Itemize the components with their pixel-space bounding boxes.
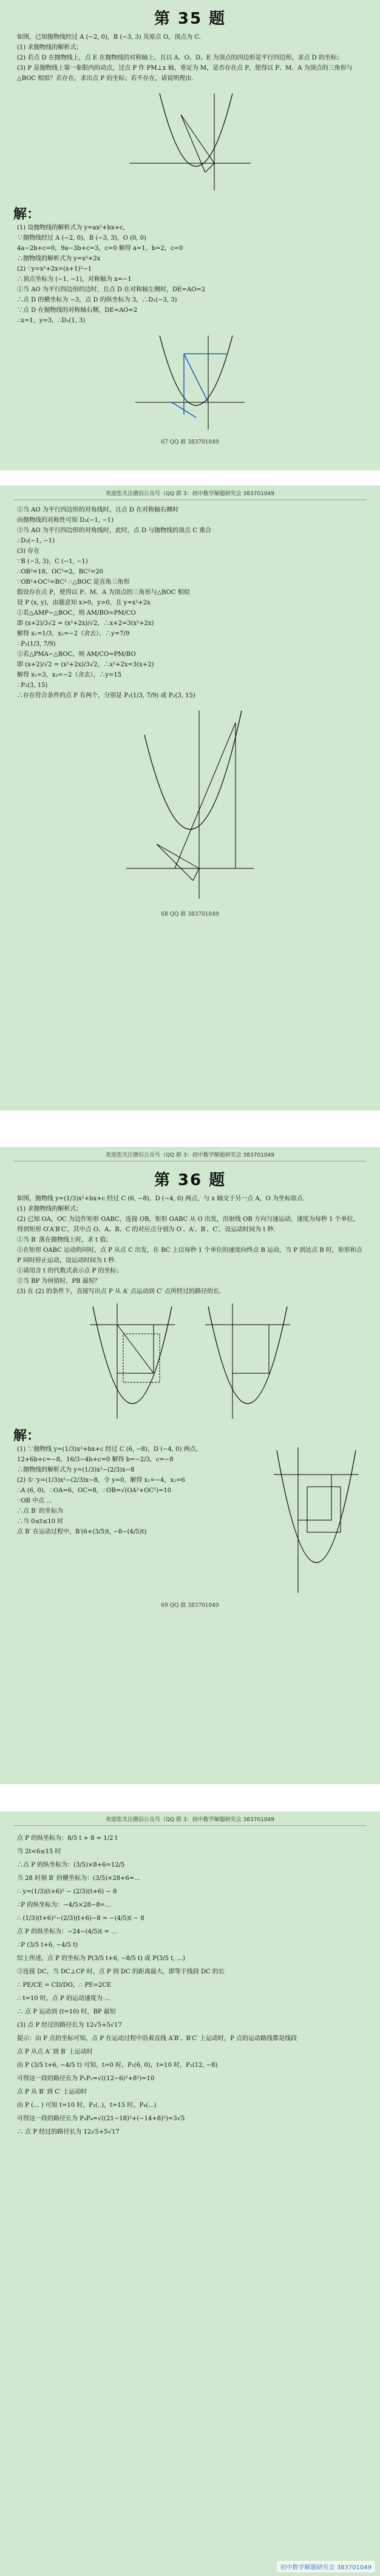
problem-line: (2) 若点 D 在抛物线上，点 E 在抛物线的对称轴上，且以 A、O、D、E 为顶点的四边形是平行四边形，求点 D 的坐标； [17, 55, 343, 61]
solution-line: 解得 x₁=3，x₂=−2（舍去），∴y=15 [17, 672, 122, 678]
solution-line: ∴抛物线的解析式为 y=(1/3)x²−(2/3)x−8 [17, 1467, 135, 1473]
solution-line: ∴点 P 的纵坐标为：(3/5)×8+6=12/5 [17, 1862, 125, 1868]
solution-line: ∴抛物线的解析式为 y=x²+2x [17, 255, 101, 262]
page-header: 欢迎您关注微信公众号（QQ 群 3：初中数学解题研究会 383701049 [13, 1811, 367, 1826]
solution-line: 设 P (x, y)，由题意知 x>0，y>0，且 y=x²+2x [17, 600, 151, 606]
solution-line: ②若△PMA∽△BOC，则 AM/CO=PM/BO [17, 651, 136, 658]
solution-line: (2) ∵y=x²+2x=(x+1)²−1 [17, 266, 92, 272]
solution-line: ∵B (−3, 3)，C (−1, −1) [17, 558, 88, 565]
solution-line: ∵OB 中点 ... [17, 1498, 52, 1504]
solution-line: 点 P 的纵坐标为：−24−(4/5)t = ... [17, 1929, 117, 1935]
solution-line: ∴D₃(−1, −1) [17, 538, 55, 544]
solution-line: 点 P 的纵坐标为：8/5 t + 8 = 1/2 t [17, 1835, 118, 1842]
solution-line: ∴ 点 P 运动到 (t=10) 时，BP 最短 [17, 2009, 116, 2015]
figure-rectangle-motion-2 [199, 1300, 296, 1422]
solution-line: 点 P 从 B′ 到 C′ 上运动时 [17, 2089, 87, 2095]
problem-line: 如图，已知抛物线经过 A (−2, 0)，B (−3, 3) 及原点 O，顶点为 C. [17, 34, 201, 41]
solution-line: ③当 AO 为平行四边形的对角线时，此时，点 D 与抛物线的顶点 C 重合 [17, 527, 212, 534]
solution-mark: 解： [13, 1428, 41, 1444]
problem-line: (2) 已知 OA，OC 为边作矩形 OABC，连接 OB，矩形 OABC 从 O 出发，沿射线 OB 方向匀速运动，速度为每秒 1 个单位，得到矩形 O′A′B′C′，其中点 O、A、B、C 的对应点分别为 O′、A′、B′、C′，设运动时间为 t 秒. [17, 1216, 359, 1233]
figure-parallelogram [129, 330, 251, 433]
solution-line: 可得这一段的路径长为 P₃P₄=√((21−18)²+(−14+8)²)=3√5 [17, 2115, 185, 2122]
problem-line: ②在矩形 OABC 运动的同时，点 P 从点 C 出发，在 BC 上以每秒 1 个单位的速度向终点 B 运动，当 P 到达点 B 时，矩形和点 P 同时停止运动，设运动时间为 t 秒. [17, 1247, 362, 1264]
solution-line: 即 (x+2)/√2 = (x²+2x)/3√2，∴x²+2x=3(x+2) [17, 661, 154, 668]
solution-line: ∴当 0≤t≤10 时 [17, 1518, 64, 1525]
page-4 [0, 1811, 380, 2576]
solution-line: 可得这一段的路径长为 P₁P₂=√((12−6)²+8²)=10 [17, 2075, 155, 2082]
solution-line: ①若△AMP∽△BOC，则 AM/BO=PM/CO [17, 610, 136, 617]
problem-line: ②当 BP 为何值时，PB 最短？ [17, 1278, 101, 1285]
solution-line: ∴x=1，y=3，∴D₂(1, 3) [17, 317, 86, 324]
figure-parabola-35 [123, 87, 257, 197]
solution-line: 由 P (3/5 t+6, −4/5 t) 可知，t=0 时，P₁(6, 0)，t=10 时，P₂(12, −8) [17, 2062, 218, 2069]
solution-line: 由抛物线的对称性可知 D₃(−1, −1) [17, 517, 114, 524]
solution-line: (3) 点 P 经过的路径长为 12√5+5√17 [17, 2022, 122, 2029]
solution-line: ∴ 点 P 经过的路径长为 12√5+5√17 [17, 2129, 120, 2135]
page-number-qq: 68 QQ 群 383701049 [161, 911, 219, 918]
solution-line: ∴存在符合条件的点 P 有两个，分别是 P₁(1/3, 7/9) 或 P₂(3, 15) [17, 692, 195, 699]
solution-line: ∵抛物线经过 A (−2, 0)，B (−3, 3)，O (0, 0) [17, 235, 146, 242]
solution-line: 当 2t<6≤15 时 [17, 1848, 61, 1855]
solution-line: ∴ PE/CE = CD/DO，∴ PE=2CE [17, 1982, 112, 1989]
solution-line: (3) 存在 [17, 548, 40, 555]
solution-line: 当 28 时刻 B′ 的横坐标为：(3/5)×28+6=... [17, 1875, 140, 1882]
figure-solution-36 [271, 1444, 362, 1596]
solution-text [17, 505, 363, 701]
page-1 [0, 0, 380, 470]
solution-line: ①当 AO 为平行四边形的边时，且点 D 在对称轴左侧时，DE=AO=2 [17, 286, 206, 293]
solution-line: ∴ (1/3)(t+6)²−(2/3)(t+6)−8 = −(4/5)t − 8 [17, 1915, 144, 1922]
problem-line: (1) 求抛物线的解析式； [17, 44, 83, 51]
problem-title: 第 35 题 [154, 10, 226, 28]
solution-line: ∴ y=(1/3)(t+6)² − (2/3)(t+6) − 8 [17, 1888, 117, 1895]
problem-line: ①当 B′ 落在抛物线上时，求 t 值； [17, 1237, 112, 1243]
page-3 [0, 1147, 380, 1784]
page-number-qq: 67 QQ 群 383701049 [161, 439, 219, 445]
figure-similar-triangles [120, 705, 260, 905]
problem-title: 第 36 题 [154, 1171, 226, 1189]
solution-line: ∴P₂(3, 15) [17, 682, 48, 689]
solution-line: 解得 x₁=1/3，x₂=−2（舍去），∴y=7/9 [17, 630, 130, 637]
page-header: 欢迎您关注微信公众号（QQ 群 3：初中数学解题研究会 383701049 [13, 485, 367, 500]
page-2 [0, 485, 380, 1111]
solution-text [17, 223, 363, 326]
watermark-badge: 初中数学解题研究会 383701049 [277, 2561, 375, 2572]
problem-text [17, 1194, 363, 1297]
solution-mark: 解： [13, 207, 41, 222]
solution-line: ③连接 DC，当 DC⊥CP 时，点 P 到 DC 的距离最大，即等于线段 DC 的长 [17, 1969, 225, 1975]
solution-line: ∴ t=10 时，点 P 的运动速度为 ... [17, 1995, 110, 2002]
solution-line: (2) ①∵y=(1/3)x²−(2/3)x−8，令 y=0，解得 x₁=−4，x₂=6 [17, 1477, 185, 1484]
solution-text [17, 1832, 363, 2139]
solution-line: ∴OB²=18，OC²=2，BC²=20 [17, 569, 103, 575]
solution-line: ∴点 D 的横坐标为 −3，点 D 的纵坐标为 3，∴D₁(−3, 3) [17, 297, 177, 303]
solution-text [17, 1444, 254, 1596]
figure-rectangle-motion [84, 1300, 181, 1422]
problem-line: (3) 在 (2) 的条件下，直接写出点 P 从 A′ 点运动到 C′ 点所经过的路径的长. [17, 1288, 222, 1295]
solution-line: ∵点 D 在抛物线的对称轴右侧，DE=AO=2 [17, 307, 138, 314]
solution-line: 点 B′ 在运动过程中，B′(6+(3/5)t, −8−(4/5)t) [17, 1529, 147, 1535]
solution-line: ∴P (3/5 t+6, −4/5 t) [17, 1942, 78, 1949]
solution-line: ∴A (6, 0)，∴OA=6，OC=8，∴OB=√(OA²+OC²)=10 [17, 1487, 171, 1494]
solution-line: 提示：由 P 点的坐标可知，点 P 在运动过程中沿着直线 A′B′、B′C′ 上运动时，P 点的运动路线都是线段 [17, 2035, 297, 2042]
solution-line: 假设存在点 P，使得以 P、M、A 为顶点的三角形与△BOC 相似 [17, 589, 190, 596]
solution-line: ②当 AO 为平行四边形的对角线时，且点 D 在对称轴右侧时 [17, 507, 179, 513]
page-header: 欢迎您关注微信公众号（QQ 群 3：初中数学解题研究会 383701049 [13, 1147, 367, 1161]
solution-line: ∴P 的纵坐标为：−4/5×28−8=... [17, 1902, 111, 1908]
solution-line: ∴点 B′ 的坐标为 [17, 1508, 63, 1515]
solution-line: 由 P (... ) 可知 t=10 时，P₃(..)，t=15 时，P₄(...) [17, 2102, 157, 2109]
problem-line: (3) P 是抛物线上第一象限内的动点，过点 P 作 PM⊥x 轴，垂足为 M，是否存在点 P，使得以 P、M、A 为顶点的三角形与△BOC 相似？若存在，求出点 P 的坐标；若不存在，请说明理由. [17, 65, 353, 82]
solution-line: 12+6b+c=−8，16/3−4b+c=0 解得 b=−2/3，c=−8 [17, 1456, 174, 1463]
problem-text [17, 32, 363, 84]
page-number-qq: 69 QQ 群 383701049 [161, 1603, 219, 1609]
solution-line: ∵OB²+OC²=BC² ∴△BOC 是直角三角形 [17, 579, 130, 586]
problem-line: ①请用含 t 的代数式表示点 P 的坐标； [17, 1268, 123, 1274]
solution-line: 即 (x+2)/3√2 = (x²+2x)/√2，∴x+2=3(x²+2x) [17, 620, 154, 627]
solution-line: (1) ∵抛物线 y=(1/3)x²+bx+c 经过 C (6, −8)，D (−4, 0) 两点， [17, 1446, 202, 1453]
solution-line: (1) 设抛物线的解析式为 y=ax²+bx+c， [17, 225, 129, 231]
problem-line: (1) 求抛物线的解析式； [17, 1206, 83, 1212]
problem-line: 如图，抛物线 y=(1/3)x²+bx+c 经过 C (6, −8)，D (−4, 0) 两点，与 x 轴交于另一点 A，O 为坐标原点. [17, 1195, 305, 1202]
solution-line: 4a−2b+c=0，9a−3b+c=3，c=0 解得 a=1，b=2，c=0 [17, 245, 183, 252]
solution-line: ∴顶点坐标为 (−1, −1)，对称轴为 x=−1 [17, 276, 132, 283]
solution-line: ∴P₁(1/3, 7/9) [17, 641, 56, 647]
solution-line: 综上所述，点 P 的坐标为 P(3/5 t+6, −8/5 t) 或 P(3/5 t, ...) [17, 1955, 185, 1962]
solution-line: 点 P 从点 A′ 到 B′ 上运动时 [17, 2049, 93, 2055]
